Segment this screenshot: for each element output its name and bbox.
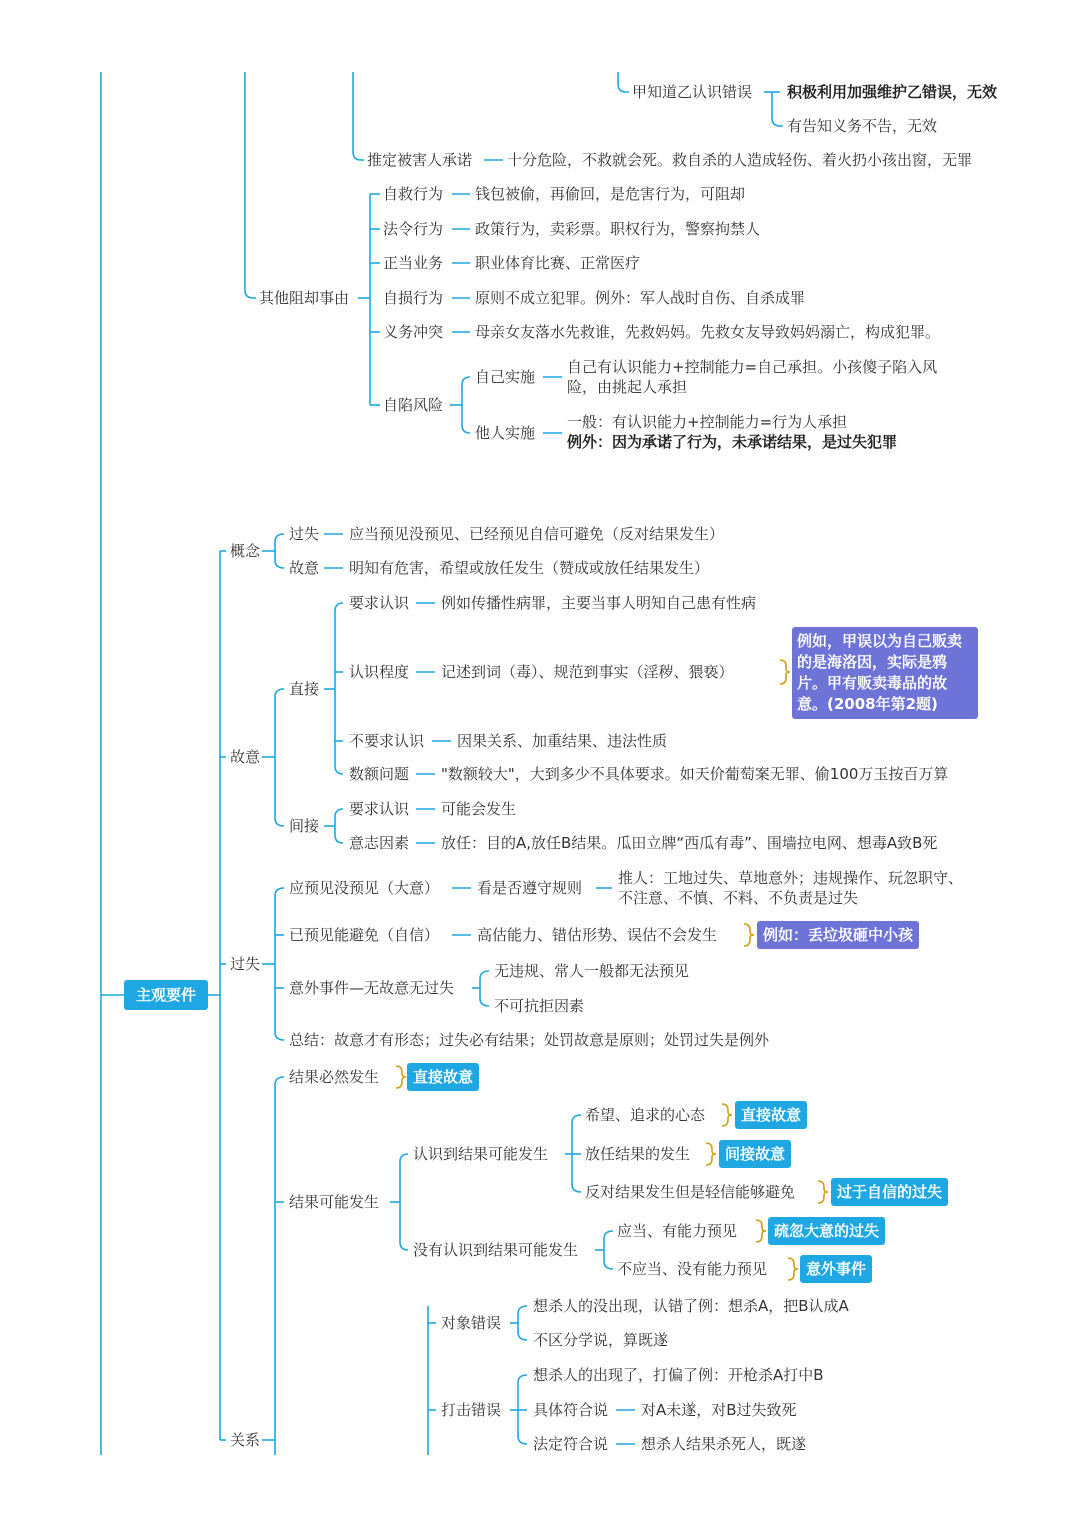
node-gainian-guoshi-detail[interactable]: 应当预见没预见、已经预见自信可避免（反对结果发生） <box>349 525 725 543</box>
node-zixin[interactable]: 已预见能避免（自信） <box>289 926 440 944</box>
note-heroin-example[interactable]: 例如，甲误以为自己贩卖的是海洛因，实际是鸦片。甲有贩卖毒品的故意。(2008年第2题) <box>792 627 978 719</box>
tag-yingdang[interactable]: 疏忽大意的过失 <box>768 1217 885 1245</box>
node-renshi-chengdu[interactable]: 认识程度 <box>349 663 410 681</box>
node-faling-detail[interactable]: 政策行为，卖彩票。职权行为，警察拘禁人 <box>475 220 761 238</box>
node-yizhi[interactable]: 意志因素 <box>349 834 410 852</box>
node-duixiang[interactable]: 对象错误 <box>441 1314 502 1332</box>
tag-xiwang[interactable]: 直接故意 <box>735 1101 807 1129</box>
tag-fangren[interactable]: 间接故意 <box>719 1140 791 1168</box>
node-meiyou-renshi[interactable]: 没有认识到结果可能发生 <box>413 1241 579 1259</box>
tag-zixin-example[interactable]: 例如：丢垃圾砸中小孩 <box>757 921 919 949</box>
node-zixian[interactable]: 自陷风险 <box>383 396 444 414</box>
node-tuiding[interactable]: 推定被害人承诺 <box>367 151 473 169</box>
node-xiwang[interactable]: 希望、追求的心态 <box>585 1106 706 1124</box>
node-dx-a[interactable]: 想杀人的没出现，认错了例：想杀A，把B认成A <box>533 1297 849 1315</box>
node-ziji-detail[interactable]: 自己有认识能力+控制能力=自己承担。小孩傻子陷入风险，由挑起人承担 <box>567 358 938 396</box>
node-yizhi-detail[interactable]: 放任：目的A,放任B结果。瓜田立牌“西瓜有毒”、围墙拉电网、想毒A致B死 <box>441 834 938 852</box>
node-guanxi[interactable]: 关系 <box>230 1431 261 1449</box>
node-qita-zuque[interactable]: 其他阻却事由 <box>259 289 350 307</box>
node-gainian-guoshi[interactable]: 过失 <box>289 525 320 543</box>
node-zijiu[interactable]: 自救行为 <box>383 185 444 203</box>
node-dx-b[interactable]: 不区分学说，算既遂 <box>533 1331 669 1349</box>
node-renshi-keneng[interactable]: 认识到结果可能发生 <box>413 1145 549 1163</box>
node-ziji-shishi[interactable]: 自己实施 <box>475 368 536 386</box>
node-jiji-liyong[interactable]: 积极利用加强维护乙错误，无效 <box>787 83 998 101</box>
node-chengdu-detail[interactable]: 记述到词（毒）、规范到事实（淫秽、猥亵） <box>441 663 734 681</box>
node-yiwu-detail[interactable]: 母亲女友落水先救谁，先救妈妈。先救女友导致妈妈溺亡，构成犯罪。 <box>475 323 941 341</box>
node-tuiding-detail[interactable]: 十分危险，不救就会死。救自杀的人造成轻伤、着火扔小孩出窗，无罪 <box>507 151 973 169</box>
root-node[interactable]: 主观要件 <box>124 980 208 1010</box>
node-zijiu-detail[interactable]: 钱包被偷，再偷回，是危害行为，可阻却 <box>475 185 746 203</box>
node-jj-yaoqiu[interactable]: 要求认识 <box>349 800 410 818</box>
node-gainian[interactable]: 概念 <box>230 542 261 560</box>
node-yiwai-a[interactable]: 无违规、常人一般都无法预见 <box>494 962 690 980</box>
node-fandui[interactable]: 反对结果发生但是轻信能够避免 <box>585 1183 796 1201</box>
node-guoshi[interactable]: 过失 <box>230 955 261 973</box>
node-juti[interactable]: 具体符合说 <box>533 1401 609 1419</box>
node-zixin-detail[interactable]: 高估能力、错估形势、误估不会发生 <box>477 926 718 944</box>
node-taren-shishi[interactable]: 他人实施 <box>475 424 536 442</box>
tag-biran[interactable]: 直接故意 <box>407 1063 479 1091</box>
node-dj-a[interactable]: 想杀人的出现了，打偏了例：开枪杀A打中B <box>533 1366 824 1384</box>
node-you-gaozhi[interactable]: 有告知义务不告，无效 <box>787 117 938 135</box>
node-dayi-detail[interactable]: 推人：工地过失、草地意外；违规操作、玩忽职守、不注意、不慎、不料、不负责是过失 <box>618 869 964 907</box>
node-buyaoqiu-detail[interactable]: 因果关系、加重结果、违法性质 <box>457 732 668 750</box>
node-fading-detail[interactable]: 想杀人结果杀死人，既遂 <box>641 1435 807 1453</box>
node-yaoqiu-renshi[interactable]: 要求认识 <box>349 594 410 612</box>
tag-buyingdang[interactable]: 意外事件 <box>800 1255 872 1283</box>
node-buyingdang[interactable]: 不应当、没有能力预见 <box>617 1260 768 1278</box>
node-yiwu[interactable]: 义务冲突 <box>383 323 444 341</box>
node-zisun[interactable]: 自损行为 <box>383 289 444 307</box>
node-shue[interactable]: 数额问题 <box>349 765 410 783</box>
node-buyaoqiu[interactable]: 不要求认识 <box>349 732 425 750</box>
node-shue-detail[interactable]: "数额较大"，大到多少不具体要求。如天价葡萄案无罪、偷100万玉按百万算 <box>441 765 949 783</box>
node-taren-general[interactable]: 一般：有认识能力+控制能力=行为人承担 <box>567 413 848 431</box>
node-zhengdang[interactable]: 正当业务 <box>383 254 444 272</box>
node-keneng[interactable]: 结果可能发生 <box>289 1193 380 1211</box>
tag-fandui[interactable]: 过于自信的过失 <box>831 1178 948 1206</box>
node-jj-yaoqiu-detail[interactable]: 可能会发生 <box>441 800 517 818</box>
node-gainian-guyi[interactable]: 故意 <box>289 559 320 577</box>
node-yiwai-b[interactable]: 不可抗拒因素 <box>494 997 585 1015</box>
node-zhijie[interactable]: 直接 <box>289 680 320 698</box>
node-taren-exception[interactable]: 例外：因为承诺了行为，未承诺结果，是过失犯罪 <box>567 433 898 451</box>
node-biran[interactable]: 结果必然发生 <box>289 1068 380 1086</box>
node-fading[interactable]: 法定符合说 <box>533 1435 609 1453</box>
node-jianjie[interactable]: 间接 <box>289 817 320 835</box>
node-fangren[interactable]: 放任结果的发生 <box>585 1145 691 1163</box>
node-guyi[interactable]: 故意 <box>230 748 261 766</box>
node-zhengdang-detail[interactable]: 职业体育比赛、正常医疗 <box>475 254 641 272</box>
node-gainian-guyi-detail[interactable]: 明知有危害，希望或放任发生（赞成或放任结果发生） <box>349 559 710 577</box>
node-daji[interactable]: 打击错误 <box>441 1401 502 1419</box>
node-zongjie[interactable]: 总结：故意才有形态；过失必有结果；处罚故意是原则；处罚过失是例外 <box>289 1031 770 1049</box>
node-juti-detail[interactable]: 对A未遂，对B过失致死 <box>641 1401 797 1419</box>
node-faling[interactable]: 法令行为 <box>383 220 444 238</box>
node-dayi-mid[interactable]: 看是否遵守规则 <box>477 879 583 897</box>
node-yiwai[interactable]: 意外事件—无故意无过失 <box>289 979 455 997</box>
node-dayi[interactable]: 应预见没预见（大意） <box>289 879 440 897</box>
node-zisun-detail[interactable]: 原则不成立犯罪。例外：军人战时自伤、自杀成罪 <box>475 289 806 307</box>
node-yingdang[interactable]: 应当、有能力预见 <box>617 1222 738 1240</box>
node-yaoqiu-detail[interactable]: 例如传播性病罪，主要当事人明知自己患有性病 <box>441 594 757 612</box>
node-jia-zhi-dao[interactable]: 甲知道乙认识错误 <box>632 83 753 101</box>
